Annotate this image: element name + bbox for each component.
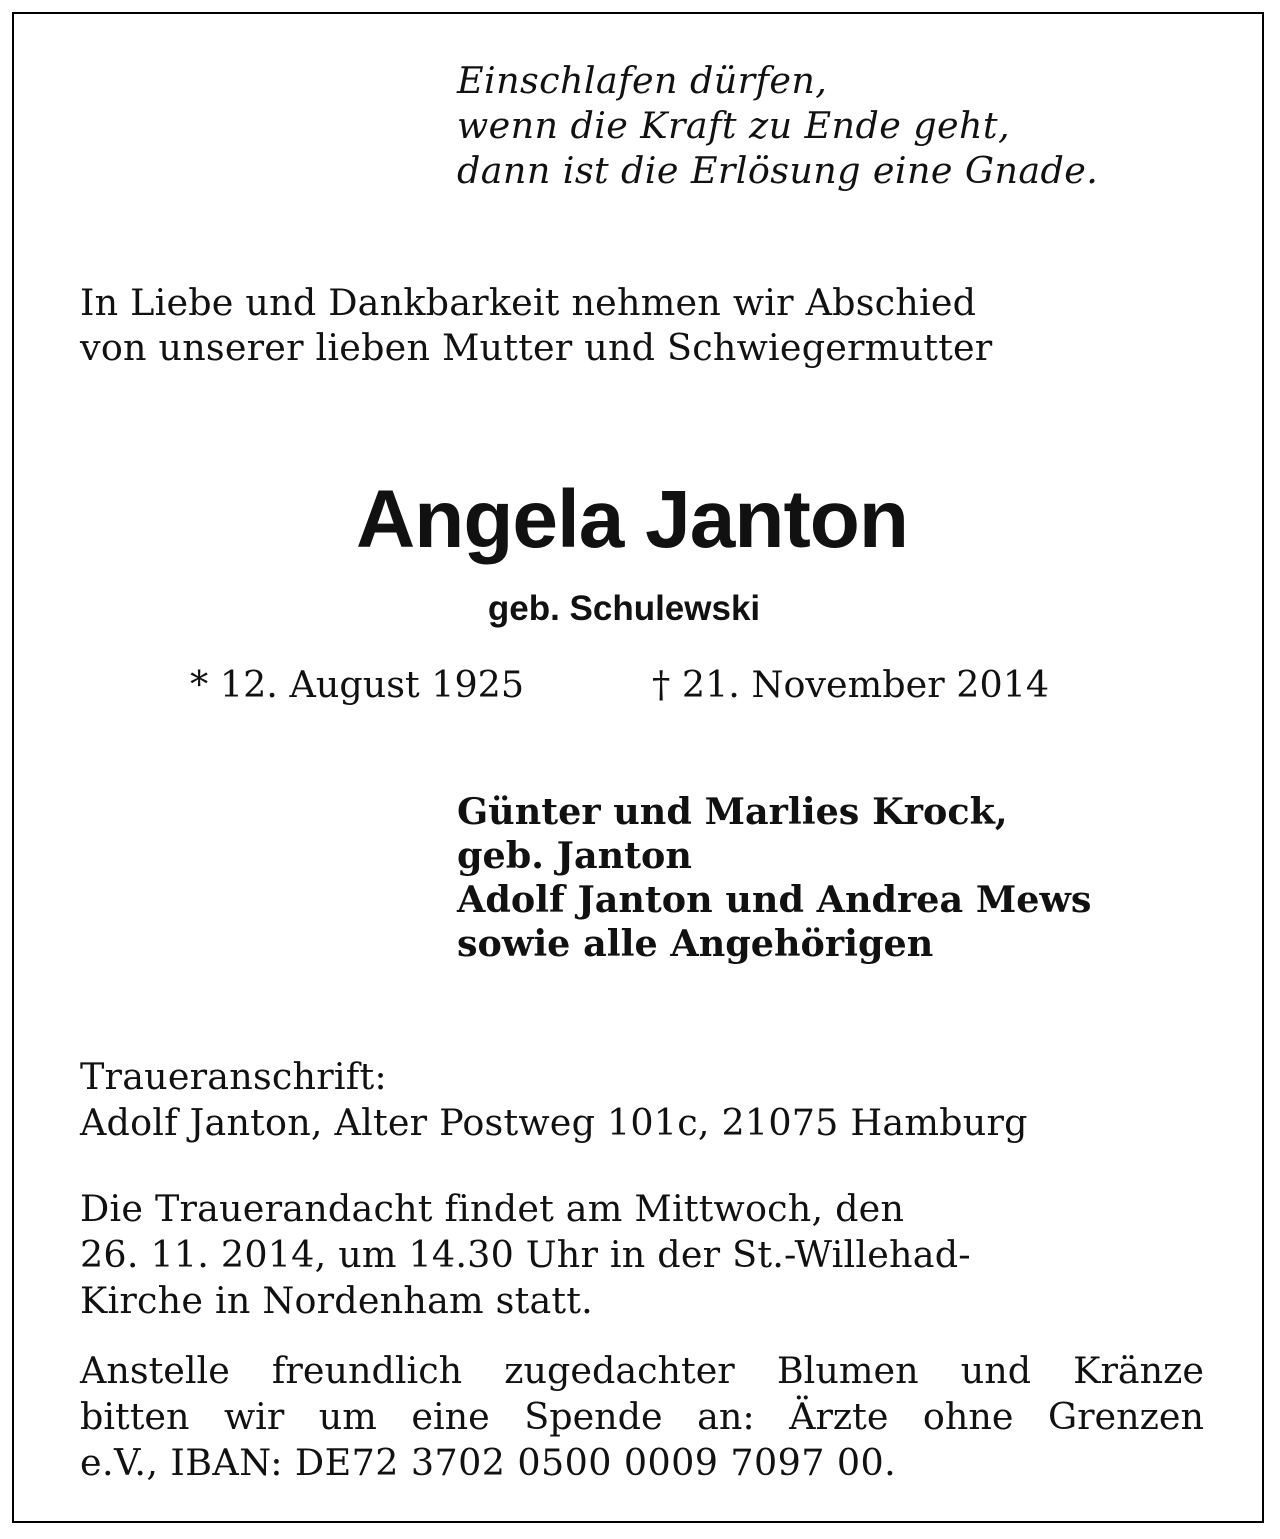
birth-name: geb. Schulewski	[487, 589, 761, 628]
mourner-line: sowie alle Angehörigen	[457, 922, 934, 965]
obituary-notice	[12, 12, 1264, 1523]
intro-line: In Liebe und Dankbarkeit nehmen wir Abschied	[80, 281, 977, 324]
intro-text	[80, 280, 992, 370]
deceased-name: Angela Janton	[356, 474, 908, 565]
motto-line: wenn die Kraft zu Ende geht,	[457, 104, 1010, 147]
birth-date: * 12. August 1925	[190, 663, 525, 706]
donation-line: Anstelle freundlich zugedachter Blumen und Kränze	[80, 1349, 1204, 1392]
service-line: Die Trauerandacht findet am Mittwoch, den	[80, 1187, 905, 1230]
death-date: † 21. November 2014	[652, 663, 1050, 706]
motto-quote	[457, 58, 1098, 193]
mourners-list	[457, 790, 1091, 966]
mourner-line: Günter und Marlies Krock,	[457, 790, 1008, 833]
donation-request	[80, 1348, 1204, 1486]
memorial-service-info	[80, 1186, 971, 1324]
donation-line: e.V., IBAN: DE72 3702 0500 0009 7097 00.	[80, 1441, 897, 1484]
service-line: Kirche in Nordenham statt.	[80, 1279, 593, 1322]
mourning-address	[80, 1054, 1028, 1146]
intro-line: von unserer lieben Mutter und Schwiegermutter	[80, 326, 993, 369]
address-label: Traueranschrift:	[80, 1055, 387, 1098]
mourner-line: Adolf Janton und Andrea Mews	[457, 878, 1092, 921]
donation-line: bitten wir um eine Spende an: Ärzte ohne Grenzen	[80, 1395, 1204, 1438]
motto-line: Einschlafen dürfen,	[457, 59, 828, 102]
motto-line: dann ist die Erlösung eine Gnade.	[457, 149, 1099, 192]
address-value: Adolf Janton, Alter Postweg 101c, 21075 Hamburg	[80, 1101, 1028, 1144]
service-line: 26. 11. 2014, um 14.30 Uhr in der St.-Willehad-	[80, 1233, 971, 1276]
mourner-line: geb. Janton	[457, 834, 692, 877]
